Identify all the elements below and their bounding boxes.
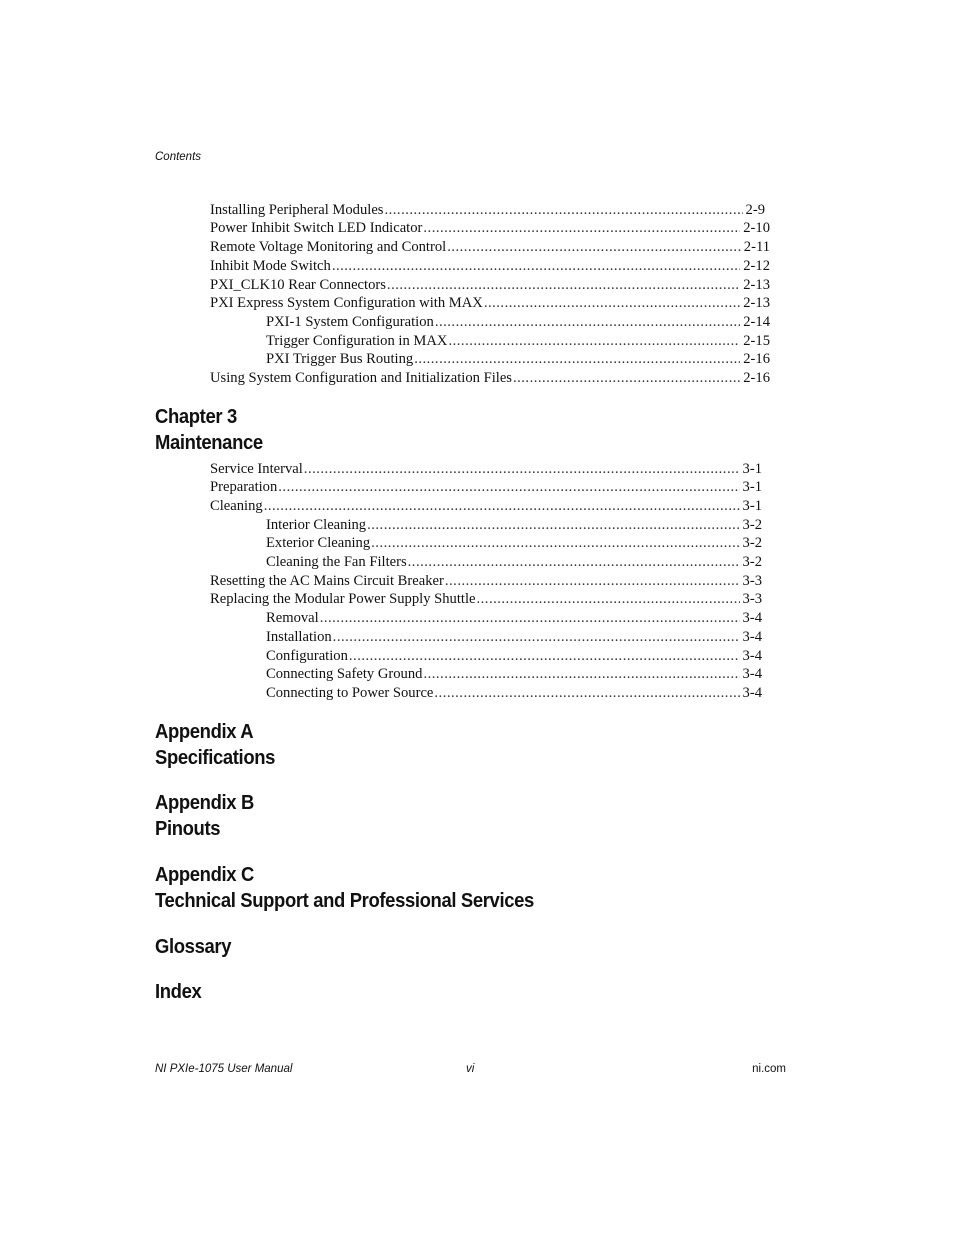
dot-leader — [513, 369, 740, 387]
toc-entry-title: Replacing the Modular Power Supply Shuttle — [210, 591, 476, 607]
toc-entry-title: Power Inhibit Switch LED Indicator — [210, 220, 423, 236]
toc-entry[interactable] — [210, 590, 762, 608]
appendix-b-heading[interactable] — [155, 790, 254, 842]
dot-leader — [384, 201, 742, 219]
toc-entry-title: Service Interval — [210, 461, 303, 477]
dot-leader — [320, 609, 740, 627]
appendix-b-title: Pinouts — [155, 817, 221, 840]
footer-page-number: vi — [466, 1063, 475, 1075]
appendix-c-heading[interactable] — [155, 862, 534, 914]
dot-leader — [447, 238, 741, 256]
toc-entry-title: Connecting Safety Ground — [266, 666, 423, 682]
toc-entry[interactable] — [210, 257, 770, 275]
dot-leader — [264, 497, 740, 515]
toc-entry[interactable] — [266, 553, 762, 571]
toc-entry-page: 2-13 — [743, 277, 770, 293]
toc-entry-page: 2-12 — [743, 258, 770, 274]
toc-entry-title: PXI Trigger Bus Routing — [266, 351, 414, 367]
dot-leader — [423, 665, 739, 683]
dot-leader — [448, 332, 740, 350]
index-title: Index — [155, 980, 202, 1003]
toc-entry-title: Using System Configuration and Initialization Files — [210, 370, 512, 386]
toc-entry-title: Installation — [266, 629, 332, 645]
chapter-3-heading[interactable] — [155, 404, 263, 456]
toc-entry[interactable] — [210, 219, 770, 237]
dot-leader — [278, 478, 739, 496]
appendix-b-label: Appendix B — [155, 791, 254, 814]
toc-entry-page: 3-1 — [742, 461, 762, 477]
toc-entry-title: PXI_CLK10 Rear Connectors — [210, 277, 386, 293]
running-head: Contents — [155, 151, 202, 163]
toc-entry-title: Interior Cleaning — [266, 517, 367, 533]
toc-entry-page: 3-3 — [742, 573, 762, 589]
dot-leader — [349, 647, 740, 665]
glossary-title: Glossary — [155, 935, 232, 958]
toc-entry-page: 2-16 — [743, 351, 770, 367]
dot-leader — [445, 572, 740, 590]
toc-entry-page: 2-11 — [743, 239, 770, 255]
dot-leader — [477, 590, 740, 608]
toc-entry[interactable] — [210, 497, 762, 515]
toc-entry[interactable] — [266, 313, 770, 331]
dot-leader — [333, 628, 740, 646]
toc-entry[interactable] — [266, 628, 762, 646]
dot-leader — [367, 516, 739, 534]
appendix-a-title: Specifications — [155, 746, 276, 769]
toc-entry-page: 3-1 — [742, 479, 762, 495]
toc-entry-page: 3-1 — [742, 498, 762, 514]
toc-entry-page: 3-2 — [742, 554, 762, 570]
toc-entry[interactable] — [266, 350, 770, 368]
toc-entry[interactable] — [266, 684, 762, 702]
chapter-3-label: Chapter 3 — [155, 405, 237, 428]
glossary-heading[interactable] — [155, 934, 231, 960]
toc-entry-title: Cleaning — [210, 498, 263, 514]
dot-leader — [414, 350, 740, 368]
toc-entry-page: 3-4 — [742, 610, 762, 626]
toc-entry-title: Installing Peripheral Modules — [210, 202, 384, 218]
dot-leader — [371, 534, 739, 552]
toc-entry-title: Resetting the AC Mains Circuit Breaker — [210, 573, 444, 589]
toc-entry-title: PXI Express System Configuration with MAX — [210, 295, 483, 311]
toc-entry-page: 2-16 — [743, 370, 770, 386]
toc-entry[interactable] — [266, 534, 762, 552]
toc-entry-title: Trigger Configuration in MAX — [266, 333, 448, 349]
toc-entry-page: 2-15 — [743, 333, 770, 349]
dot-leader — [332, 257, 740, 275]
toc-entry-page: 3-4 — [742, 629, 762, 645]
toc-entry-page: 3-4 — [742, 685, 762, 701]
toc-entry[interactable] — [210, 478, 762, 496]
dot-leader — [304, 460, 740, 478]
toc-entry-title: Connecting to Power Source — [266, 685, 434, 701]
toc-entry[interactable] — [210, 238, 770, 256]
toc-entry-title: Preparation — [210, 479, 278, 495]
appendix-c-title: Technical Support and Professional Services — [155, 889, 534, 912]
toc-entry[interactable] — [266, 609, 762, 627]
dot-leader — [408, 553, 740, 571]
toc-entry[interactable] — [266, 516, 762, 534]
dot-leader — [484, 294, 740, 312]
toc-entry[interactable] — [210, 572, 762, 590]
toc-entry-title: PXI-1 System Configuration — [266, 314, 434, 330]
dot-leader — [387, 276, 740, 294]
toc-entry-page: 2-9 — [745, 202, 765, 218]
toc-entry-title: Exterior Cleaning — [266, 535, 371, 551]
index-heading[interactable] — [155, 979, 201, 1005]
toc-entry-page: 2-14 — [743, 314, 770, 330]
appendix-a-heading[interactable] — [155, 719, 275, 771]
dot-leader — [435, 313, 740, 331]
appendix-a-label: Appendix A — [155, 720, 254, 743]
toc-entry[interactable] — [210, 460, 762, 478]
toc-entry[interactable] — [210, 201, 765, 219]
toc-entry-title: Removal — [266, 610, 319, 626]
toc-entry[interactable] — [210, 369, 770, 387]
toc-entry[interactable] — [266, 665, 762, 683]
toc-entry[interactable] — [266, 647, 762, 665]
toc-entry-page: 3-4 — [742, 648, 762, 664]
chapter-3-title: Maintenance — [155, 431, 263, 454]
toc-entry-title: Remote Voltage Monitoring and Control — [210, 239, 447, 255]
toc-entry-title: Cleaning the Fan Filters — [266, 554, 407, 570]
footer-site-link[interactable]: ni.com — [752, 1063, 786, 1075]
toc-entry-page: 2-13 — [743, 295, 770, 311]
toc-entry[interactable] — [210, 276, 770, 294]
appendix-c-label: Appendix C — [155, 863, 254, 886]
toc-entry-page: 3-4 — [742, 666, 762, 682]
toc-entry[interactable] — [210, 294, 770, 312]
toc-entry-title: Inhibit Mode Switch — [210, 258, 331, 274]
footer-manual-name: NI PXIe-1075 User Manual — [155, 1063, 293, 1075]
toc-entry-page: 2-10 — [743, 220, 770, 236]
toc-entry-page: 3-2 — [742, 535, 762, 551]
dot-leader — [434, 684, 739, 702]
toc-entry-page: 3-3 — [742, 591, 762, 607]
toc-entry[interactable] — [266, 332, 770, 350]
toc-entry-page: 3-2 — [742, 517, 762, 533]
dot-leader — [423, 219, 740, 237]
toc-entry-title: Configuration — [266, 648, 348, 664]
